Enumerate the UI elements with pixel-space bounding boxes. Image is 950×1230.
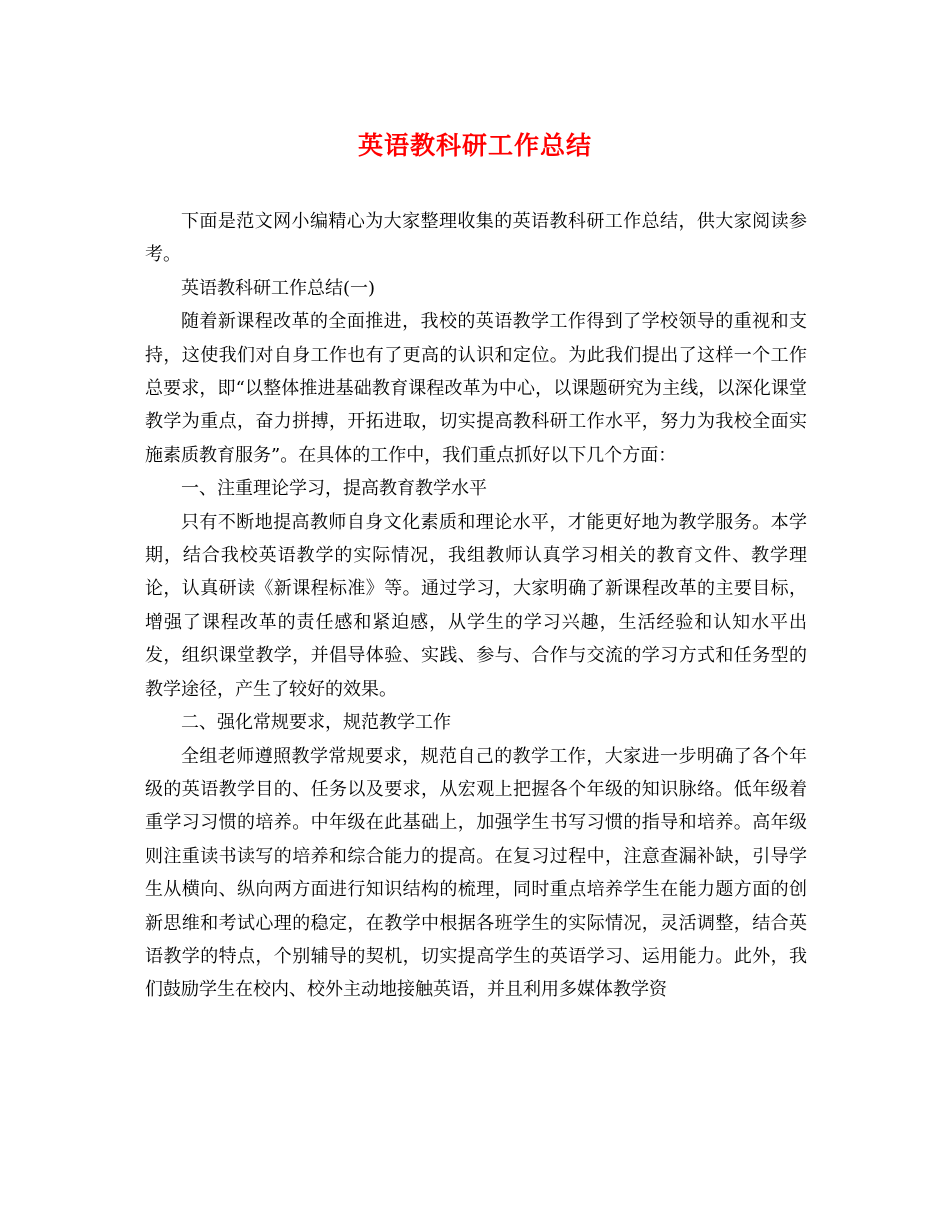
paragraph-theory-study: 只有不断地提高教师自身文化素质和理论水平，才能更好地为教学服务。本学期，结合我校英语教学的实际情况，我组教师认真学习相关的教育文件、教学理论，认真研读《新课程标准》等。通过学习，大家明确了新课程改革的主要目标，增强了课程改革的责任感和紧迫感，从学生的学习兴趣，生活经验和认知水平出发，组织课堂教学，并倡导体验、实践、参与、合作与交流的学习方式和任务型的教学途径，产生了较好的效果。 [145,511,807,700]
paragraph-routine-requirements: 全组老师遵照教学常规要求，规范自己的教学工作，大家进一步明确了各个年级的英语教学目的、任务以及要求，从宏观上把握各个年级的知识脉络。低年级着重学习习惯的培养。中年级在此基础上，加强学生书写习惯的指导和培养。高年级则注重读书读写的培养和综合能力的提高。在复习过程中，注意查漏补缺，引导学生从横向、纵向两方面进行知识结构的梳理，同时重点培养学生在能力题方面的创新思维和考试心理的稳定，在教学中根据各班学生的实际情况，灵活调整，结合英语教学的特点，个别辅导的契机，切实提高学生的英语学习、运用能力。此外，我们鼓励学生在校内、校外主动地接触英语，并且利用多媒体教学资 [145,745,807,1001]
paragraph-background: 随着新课程改革的全面推进，我校的英语教学工作得到了学校领导的重视和支持，这使我们对自身工作也有了更高的认识和定位。为此我们提出了这样一个工作总要求，即“以整体推进基础教育课程改革为中心，以课题研究为主线，以深化课堂教学为重点，奋力拼搏，开拓进取，切实提高教科研工作水平，努力为我校全面实施素质教育服务”。在具体的工作中，我们重点抓好以下几个方面： [145,311,807,466]
paragraph-heading-one: 一、注重理论学习，提高教育教学水平 [181,478,487,500]
document-body [145,205,807,1007]
paragraph-heading-two: 二、强化常规要求，规范教学工作 [181,712,451,734]
paragraph-section-heading: 英语教科研工作总结(一) [181,277,376,299]
paragraph-intro: 下面是范文网小编精心为大家整理收集的英语教科研工作总结，供大家阅读参考。 [145,211,807,266]
document-title: 英语教科研工作总结 [357,131,592,160]
